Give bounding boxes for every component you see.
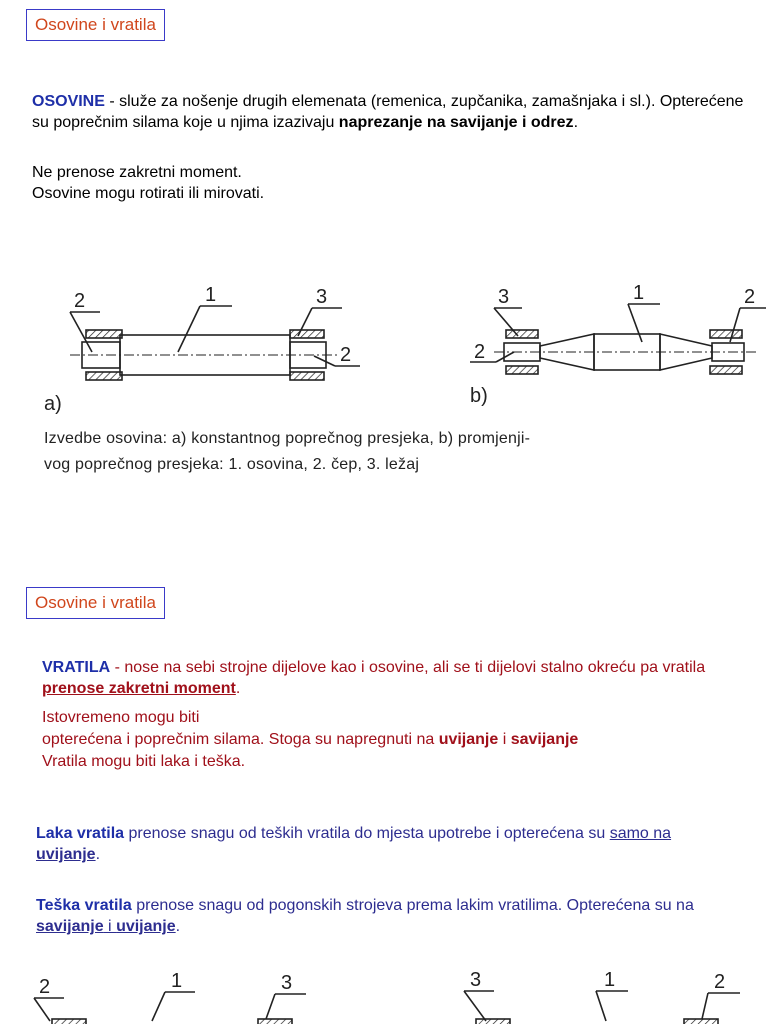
figure2-b-label-1: 1 bbox=[604, 969, 616, 991]
figure2-b-lines bbox=[464, 991, 740, 1024]
laka-vratila-term: Laka vratila bbox=[36, 825, 125, 842]
figure-b-letter: b) bbox=[470, 385, 488, 407]
figure2-b-label-3: 3 bbox=[470, 969, 482, 991]
figure-b-label-2-right: 2 bbox=[744, 286, 756, 308]
figure-a-shaft bbox=[70, 306, 360, 380]
figure-caption-line2: vog poprečnog presjeka: 1. osovina, 2. čep, 3. ležaj bbox=[44, 456, 420, 473]
figure-b-label-1: 1 bbox=[633, 282, 645, 304]
figure-a-label-2-right: 2 bbox=[340, 344, 352, 366]
figure-a-label-1: 1 bbox=[205, 284, 217, 306]
figure2-a-label-1: 1 bbox=[171, 970, 183, 992]
osovine-definition: OSOVINE - služe za nošenje drugih elemenata (remenica, zupčanika, zamašnjaka i sl.). Opterećene su poprečnim silama koje u njima izazivaju naprezanje na savijanje i odrez. bbox=[32, 93, 744, 131]
figure2-a-lines bbox=[34, 992, 306, 1024]
vratila-line3: opterećena i poprečnim silama. Stoga su napregnuti na uvijanje i savijanje bbox=[42, 731, 579, 748]
section1-title: Osovine i vratila bbox=[26, 9, 165, 41]
vratila-line2: Istovremeno mogu biti bbox=[42, 709, 200, 726]
figure-a-label-3: 3 bbox=[316, 286, 328, 308]
figure-caption-line1: Izvedbe osovina: a) konstantnog poprečnog presjeka, b) promjenji- bbox=[44, 430, 531, 447]
osovine-line3: Osovine mogu rotirati ili mirovati. bbox=[32, 185, 265, 202]
figure2-a-label-3: 3 bbox=[281, 972, 293, 994]
vratila-line4: Vratila mogu biti laka i teška. bbox=[42, 753, 246, 770]
laka-vratila-paragraph: Laka vratila prenose snagu od teških vratila do mjesta upotrebe i opterećena su samo na uvijanje. bbox=[36, 825, 672, 863]
figure-b-label-3: 3 bbox=[498, 286, 510, 308]
figure-b-label-2-left: 2 bbox=[474, 341, 486, 363]
osovine-figure bbox=[0, 270, 768, 420]
figure2-b-labels bbox=[470, 969, 725, 993]
figure2-a-label-2: 2 bbox=[39, 976, 51, 998]
osovine-line2: Ne prenose zakretni moment. bbox=[32, 164, 242, 181]
figure-a-label-2-left: 2 bbox=[74, 290, 86, 312]
section2-title: Osovine i vratila bbox=[26, 587, 165, 619]
figure-b-shaft bbox=[470, 304, 766, 374]
figure-a-letter: a) bbox=[44, 393, 62, 415]
osovine-term: OSOVINE bbox=[32, 93, 105, 110]
teska-vratila-term: Teška vratila bbox=[36, 897, 132, 914]
figure2-a-labels bbox=[39, 970, 292, 998]
teska-vratila-paragraph: Teška vratila prenose snagu od pogonskih strojeva prema lakim vratilima. Opterećena su na savijanje i uvijanje. bbox=[36, 897, 694, 935]
vratila-definition: VRATILA - nose na sebi strojne dijelove kao i osovine, ali se ti dijelovi stalno okreću pa vratila prenose zakretni moment. bbox=[42, 659, 706, 697]
figure2-b-label-2: 2 bbox=[714, 971, 726, 993]
vratila-term: VRATILA bbox=[42, 659, 111, 676]
vratila-figure bbox=[0, 965, 768, 1024]
